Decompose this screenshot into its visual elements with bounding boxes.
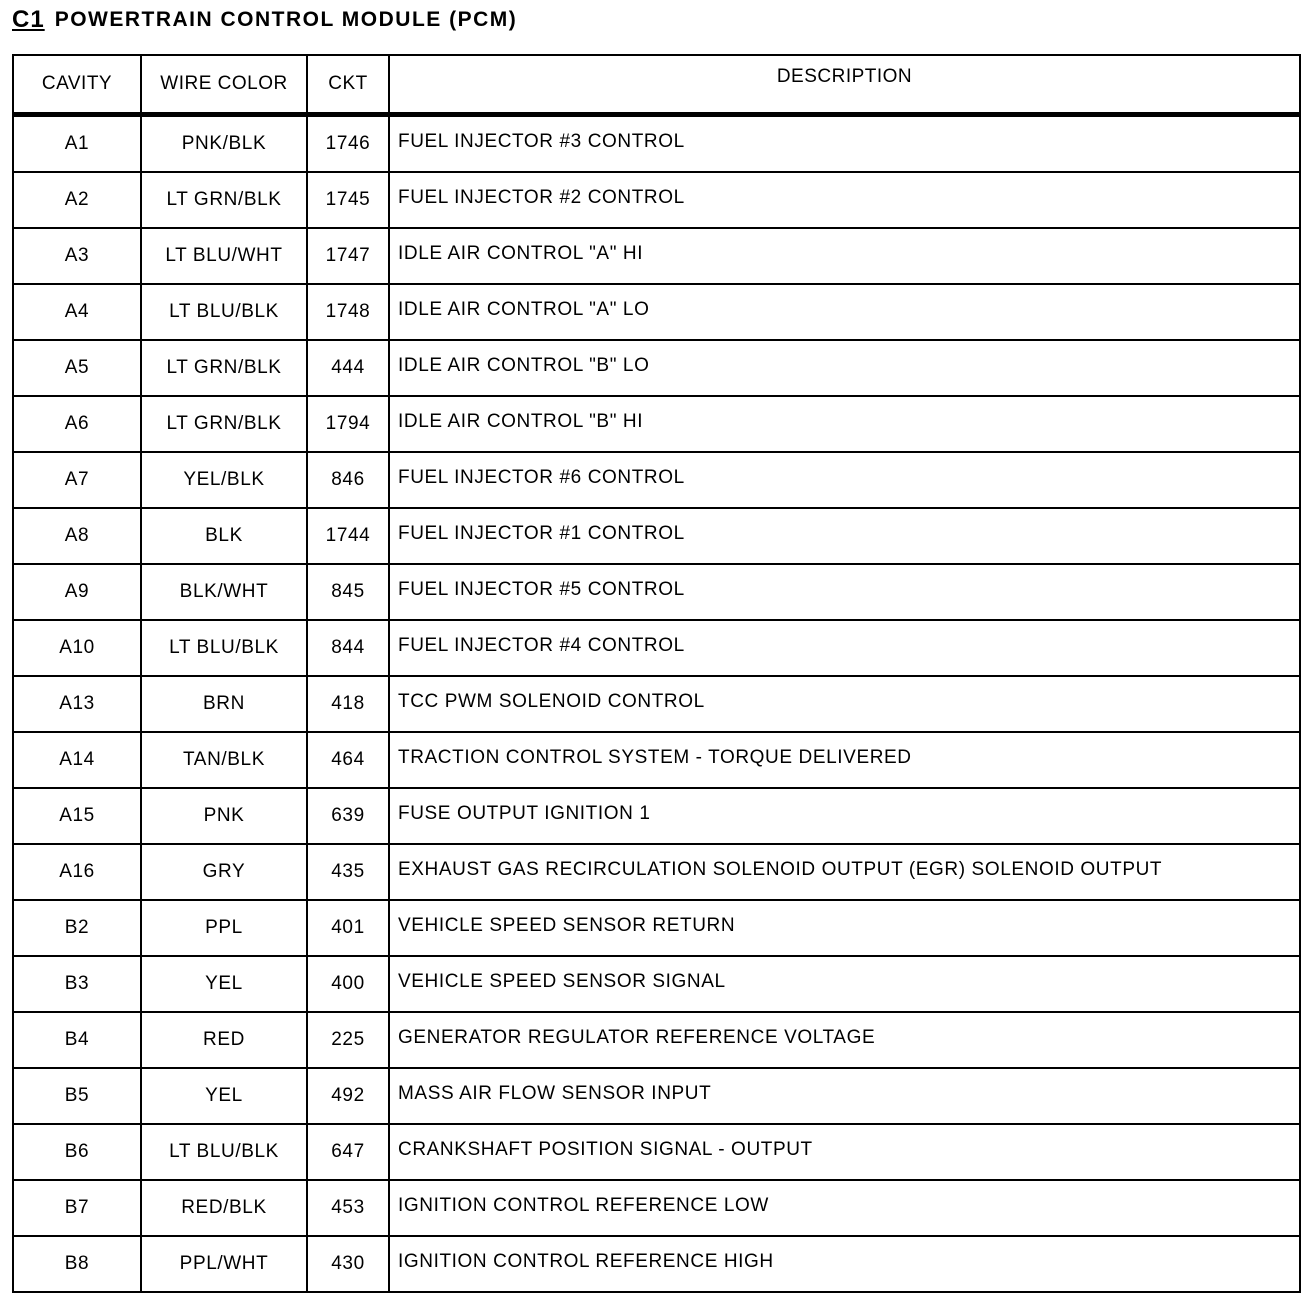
table-row bbox=[13, 732, 1300, 788]
description-cell: IDLE AIR CONTROL "B" HI bbox=[389, 396, 1300, 452]
description-cell: CRANKSHAFT POSITION SIGNAL - OUTPUT bbox=[389, 1124, 1300, 1180]
wire-color-cell: YEL/BLK bbox=[141, 452, 307, 508]
wire-color-cell: TAN/BLK bbox=[141, 732, 307, 788]
cavity-cell: A3 bbox=[13, 228, 141, 284]
table-row bbox=[13, 508, 1300, 564]
pinout-table bbox=[12, 54, 1301, 1293]
table-row bbox=[13, 564, 1300, 620]
circuit-cell: 647 bbox=[307, 1124, 389, 1180]
description-cell: FUSE OUTPUT IGNITION 1 bbox=[389, 788, 1300, 844]
circuit-cell: 435 bbox=[307, 844, 389, 900]
description-cell: TRACTION CONTROL SYSTEM - TORQUE DELIVERED bbox=[389, 732, 1300, 788]
description-cell: IGNITION CONTROL REFERENCE HIGH bbox=[389, 1236, 1300, 1292]
cavity-cell: B3 bbox=[13, 956, 141, 1012]
circuit-cell: 1748 bbox=[307, 284, 389, 340]
description-cell: FUEL INJECTOR #5 CONTROL bbox=[389, 564, 1300, 620]
wire-color-cell: LT GRN/BLK bbox=[141, 172, 307, 228]
wire-color-cell: LT BLU/BLK bbox=[141, 1124, 307, 1180]
circuit-cell: 1745 bbox=[307, 172, 389, 228]
circuit-cell: 844 bbox=[307, 620, 389, 676]
wire-color-cell: YEL bbox=[141, 956, 307, 1012]
circuit-cell: 639 bbox=[307, 788, 389, 844]
circuit-cell: 225 bbox=[307, 1012, 389, 1068]
cavity-cell: A15 bbox=[13, 788, 141, 844]
table-row bbox=[13, 452, 1300, 508]
cavity-cell: A8 bbox=[13, 508, 141, 564]
wire-color-cell: BLK bbox=[141, 508, 307, 564]
circuit-cell: 444 bbox=[307, 340, 389, 396]
wire-color-cell: LT BLU/BLK bbox=[141, 284, 307, 340]
table-row bbox=[13, 284, 1300, 340]
cavity-cell: A10 bbox=[13, 620, 141, 676]
description-cell: GENERATOR REGULATOR REFERENCE VOLTAGE bbox=[389, 1012, 1300, 1068]
connector-id: C1 bbox=[12, 6, 45, 33]
description-cell: FUEL INJECTOR #1 CONTROL bbox=[389, 508, 1300, 564]
description-cell: IDLE AIR CONTROL "A" HI bbox=[389, 228, 1300, 284]
wire-color-cell: LT GRN/BLK bbox=[141, 340, 307, 396]
cavity-cell: B5 bbox=[13, 1068, 141, 1124]
description-cell: VEHICLE SPEED SENSOR SIGNAL bbox=[389, 956, 1300, 1012]
column-header-ckt: CKT bbox=[307, 55, 389, 115]
cavity-cell: A16 bbox=[13, 844, 141, 900]
header-row bbox=[13, 55, 1300, 115]
circuit-cell: 453 bbox=[307, 1180, 389, 1236]
table-row bbox=[13, 956, 1300, 1012]
document-header bbox=[12, 4, 517, 36]
circuit-cell: 430 bbox=[307, 1236, 389, 1292]
wire-color-cell: BRN bbox=[141, 676, 307, 732]
cavity-cell: A1 bbox=[13, 115, 141, 173]
column-header-wire-color: WIRE COLOR bbox=[141, 55, 307, 115]
cavity-cell: A9 bbox=[13, 564, 141, 620]
table-row bbox=[13, 172, 1300, 228]
cavity-cell: B4 bbox=[13, 1012, 141, 1068]
wire-color-cell: RED bbox=[141, 1012, 307, 1068]
table-row bbox=[13, 676, 1300, 732]
wire-color-cell: PNK/BLK bbox=[141, 115, 307, 173]
table-row bbox=[13, 1180, 1300, 1236]
cavity-cell: B2 bbox=[13, 900, 141, 956]
wire-color-cell: LT BLU/BLK bbox=[141, 620, 307, 676]
document-title: POWERTRAIN CONTROL MODULE (PCM) bbox=[54, 8, 518, 31]
description-cell: FUEL INJECTOR #3 CONTROL bbox=[389, 115, 1300, 173]
description-cell: EXHAUST GAS RECIRCULATION SOLENOID OUTPUT (EGR) SOLENOID OUTPUT bbox=[389, 844, 1300, 900]
circuit-cell: 1747 bbox=[307, 228, 389, 284]
description-cell: IGNITION CONTROL REFERENCE LOW bbox=[389, 1180, 1300, 1236]
description-cell: FUEL INJECTOR #4 CONTROL bbox=[389, 620, 1300, 676]
description-cell: FUEL INJECTOR #6 CONTROL bbox=[389, 452, 1300, 508]
column-header-cavity: CAVITY bbox=[13, 55, 141, 115]
table-row bbox=[13, 396, 1300, 452]
table-row bbox=[13, 1068, 1300, 1124]
circuit-cell: 1744 bbox=[307, 508, 389, 564]
wire-color-cell: RED/BLK bbox=[141, 1180, 307, 1236]
circuit-cell: 845 bbox=[307, 564, 389, 620]
cavity-cell: A14 bbox=[13, 732, 141, 788]
description-cell: FUEL INJECTOR #2 CONTROL bbox=[389, 172, 1300, 228]
table-row bbox=[13, 228, 1300, 284]
description-cell: IDLE AIR CONTROL "B" LO bbox=[389, 340, 1300, 396]
cavity-cell: A5 bbox=[13, 340, 141, 396]
table-row bbox=[13, 620, 1300, 676]
cavity-cell: A13 bbox=[13, 676, 141, 732]
description-cell: VEHICLE SPEED SENSOR RETURN bbox=[389, 900, 1300, 956]
wire-color-cell: PPL/WHT bbox=[141, 1236, 307, 1292]
cavity-cell: B8 bbox=[13, 1236, 141, 1292]
table-row bbox=[13, 340, 1300, 396]
table-body bbox=[13, 115, 1300, 1293]
table-row bbox=[13, 1236, 1300, 1292]
circuit-cell: 401 bbox=[307, 900, 389, 956]
wire-color-cell: GRY bbox=[141, 844, 307, 900]
wire-color-cell: PNK bbox=[141, 788, 307, 844]
description-cell: TCC PWM SOLENOID CONTROL bbox=[389, 676, 1300, 732]
table-row bbox=[13, 1012, 1300, 1068]
table-row bbox=[13, 115, 1300, 173]
cavity-cell: B7 bbox=[13, 1180, 141, 1236]
column-header-description: DESCRIPTION bbox=[389, 55, 1300, 115]
circuit-cell: 400 bbox=[307, 956, 389, 1012]
table-row bbox=[13, 1124, 1300, 1180]
wire-color-cell: LT BLU/WHT bbox=[141, 228, 307, 284]
wire-color-cell: PPL bbox=[141, 900, 307, 956]
table-row bbox=[13, 844, 1300, 900]
circuit-cell: 464 bbox=[307, 732, 389, 788]
description-cell: IDLE AIR CONTROL "A" LO bbox=[389, 284, 1300, 340]
circuit-cell: 846 bbox=[307, 452, 389, 508]
description-cell: MASS AIR FLOW SENSOR INPUT bbox=[389, 1068, 1300, 1124]
wire-color-cell: LT GRN/BLK bbox=[141, 396, 307, 452]
cavity-cell: A7 bbox=[13, 452, 141, 508]
cavity-cell: A6 bbox=[13, 396, 141, 452]
circuit-cell: 492 bbox=[307, 1068, 389, 1124]
wire-color-cell: BLK/WHT bbox=[141, 564, 307, 620]
cavity-cell: A4 bbox=[13, 284, 141, 340]
table-row bbox=[13, 788, 1300, 844]
cavity-cell: A2 bbox=[13, 172, 141, 228]
circuit-cell: 1746 bbox=[307, 115, 389, 173]
circuit-cell: 418 bbox=[307, 676, 389, 732]
wire-color-cell: YEL bbox=[141, 1068, 307, 1124]
circuit-cell: 1794 bbox=[307, 396, 389, 452]
table-row bbox=[13, 900, 1300, 956]
table-header bbox=[13, 55, 1300, 115]
cavity-cell: B6 bbox=[13, 1124, 141, 1180]
